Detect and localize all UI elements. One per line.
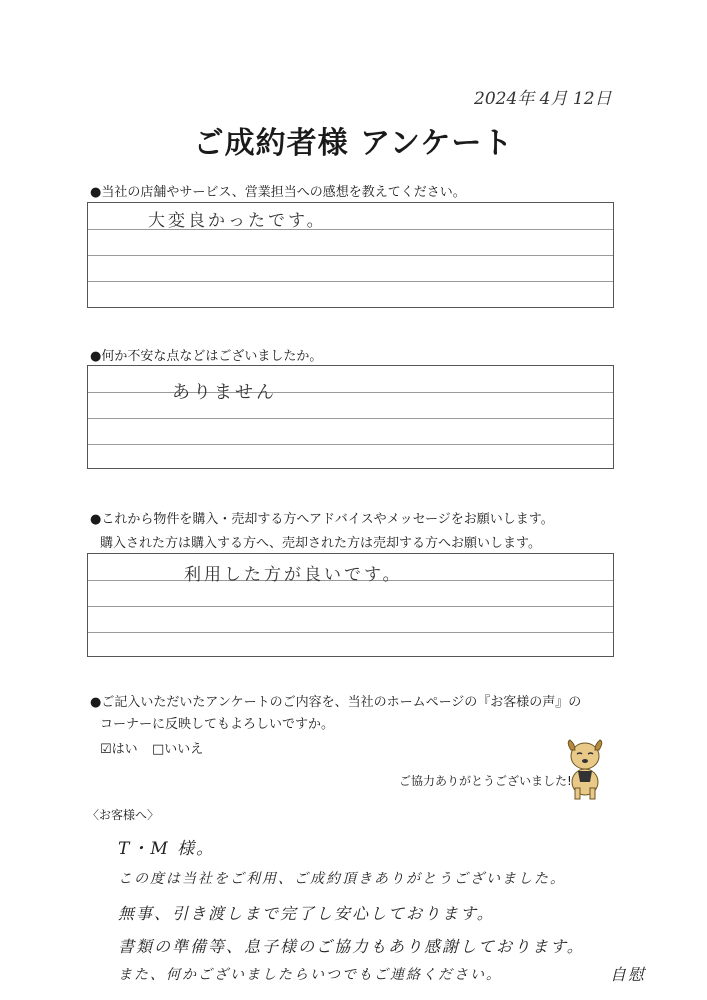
answer-1-text: 大変良かったです。 [148, 211, 327, 231]
dog-mascot-icon [560, 738, 610, 800]
question-3: ●これから物件を購入・売却する方へアドバイスやメッセージをお願いします。 [90, 512, 554, 527]
thanks-message: ご協力ありがとうございました! [399, 774, 572, 788]
rule-line [88, 281, 613, 282]
rule-line [88, 392, 613, 393]
customer-message-line: また、何かございましたらいつでもご連絡ください。 [118, 967, 502, 983]
rule-line [88, 444, 613, 445]
customer-section-label: 〈お客様へ〉 [87, 808, 160, 822]
rule-line [88, 632, 613, 633]
question-4: ●ご記入いただいたアンケートのご内容を、当社のホームページの『お客様の声』の [90, 695, 582, 710]
customer-message-line: T・M 様。 [118, 839, 216, 859]
rule-line [88, 255, 613, 256]
customer-message-line: この度は当社をご利用、ご成約頂きありがとうございました。 [118, 871, 566, 887]
question-3-note: 購入された方は購入する方へ、売却された方は売却する方へお願いします。 [100, 536, 541, 551]
customer-signature: 自慰 [610, 965, 647, 984]
question-1: ●当社の店舗やサービス、営業担当への感想を教えてください。 [90, 185, 466, 200]
rule-line [88, 418, 613, 419]
answer-box-2 [87, 365, 614, 469]
answer-2-text: ありません [172, 382, 277, 403]
question-2: ●何か不安な点などはございましたか。 [90, 349, 323, 364]
page-title: ご成約者様 アンケート [193, 126, 514, 161]
survey-date: 2024年 4月 12日 [474, 89, 612, 109]
rule-line [88, 606, 613, 607]
consent-no-checkbox[interactable]: □いいえ [152, 742, 204, 757]
consent-yes-checkbox[interactable]: ☑はい [100, 742, 138, 757]
question-4-note: コーナーに反映してもよろしいですか。 [100, 717, 335, 732]
answer-3-text: 利用した方が良いです。 [184, 565, 403, 585]
customer-message-line: 書類の準備等、息子様のご協力もあり感謝しております。 [118, 937, 585, 956]
customer-message-line: 無事、引き渡しまで完了し安心しております。 [118, 904, 495, 923]
